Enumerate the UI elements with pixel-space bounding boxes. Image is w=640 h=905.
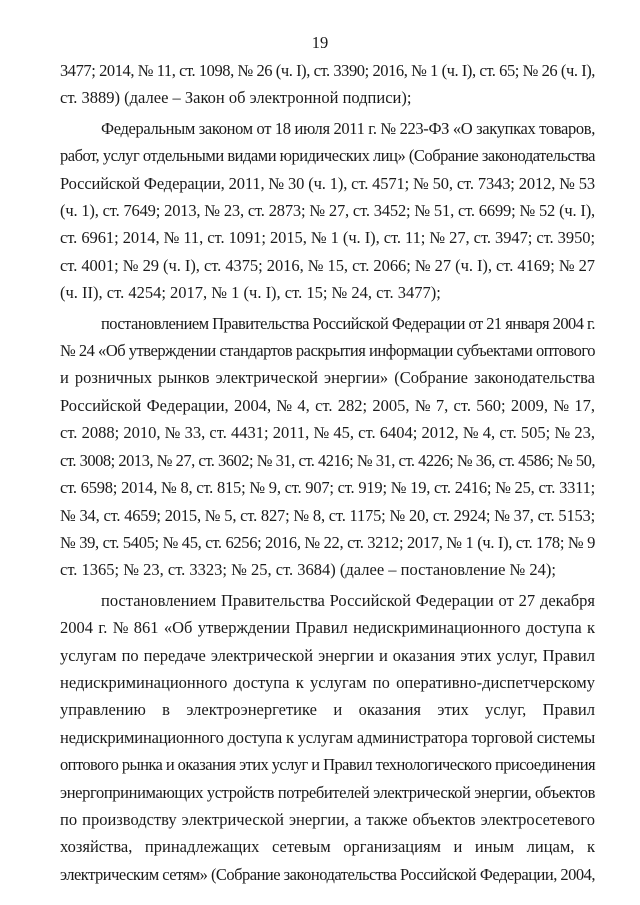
text-line: 2004 г. № 861 «Об утверждении Правил недискриминационного доступа к [60,618,595,638]
text-line: (ч. II), ст. 4254; 2017, № 1 (ч. I), ст. 15; № 24, ст. 3477); [60,283,441,303]
paragraph-continuation [60,57,595,112]
text-line: ст. 3008; 2013, № 27, ст. 3602; № 31, ст. 4216; № 31, ст. 4226; № 36, ст. 4586; № 50, [60,450,595,470]
paragraph-federal-law-223 [60,115,595,307]
text-line: 3477; 2014, № 11, ст. 1098, № 26 (ч. I), ст. 3390; 2016, № 1 (ч. I), ст. 65; № 26 (ч. I), [60,61,595,80]
text-line: ст. 3889) (далее – Закон об электронной подписи); [60,88,412,108]
text-line: работ, услуг отдельными видами юридических лиц» (Собрание законодательства [60,146,595,166]
text-line: оптового рынка и оказания этих услуг и Правил технологического присоединения [60,755,595,775]
text-line: электрическим сетям» (Собрание законодательства Российской Федерации, 2004, [60,864,595,884]
paragraph-resolution-861 [60,587,595,888]
page-number: 19 [311,33,329,52]
text-line: ст. 6598; 2014, № 8, ст. 815; № 9, ст. 907; ст. 919; № 19, ст. 2416; № 25, ст. 3311; [60,478,596,498]
paragraph-resolution-24 [60,310,595,584]
text-line: и розничных рынков электрической энергии» (Собрание законодательства [60,368,595,388]
text-line: Федеральным законом от 18 июля 2011 г. № 223-ФЗ «О закупках товаров, [101,118,595,138]
text-line: постановлением Правительства Российской Федерации от 21 января 2004 г. [101,313,595,333]
text-line: по производству электрической энергии, а также объектов электросетевого [60,809,595,829]
text-line: недискриминационного доступа к услугам администратора торговой системы [60,727,595,747]
text-line: управлению в электроэнергетике и оказания этих услуг, Правил [60,700,595,720]
text-line: № 39, ст. 5405; № 45, ст. 6256; 2016, № 22, ст. 3212; 2017, № 1 (ч. I), ст. 178; № 9 [60,532,595,552]
document-body [60,57,595,888]
text-line: ст. 1365; № 23, ст. 3323; № 25, ст. 3684) (далее – постановление № 24); [60,560,556,580]
text-line: энергопринимающих устройств потребителей электрической энергии, объектов [60,782,595,802]
text-line: постановлением Правительства Российской Федерации от 27 декабря [101,590,595,610]
text-line: № 34, ст. 4659; 2015, № 5, ст. 827; № 8, ст. 1175; № 20, ст. 2924; № 37, ст. 5153; [60,505,595,525]
text-line: ст. 2088; 2010, № 33, ст. 4431; 2011, № 45, ст. 6404; 2012, № 4, ст. 505; № 23, [60,423,595,443]
text-line: ст. 4001; № 29 (ч. I), ст. 4375; 2016, № 15, ст. 2066; № 27 (ч. I), ст. 4169; № 27 [60,255,595,275]
text-line: недискриминационного доступа к услугам по оперативно-диспетчерскому [60,672,595,692]
text-line: (ч. 1), ст. 7649; 2013, № 23, ст. 2873; № 27, ст. 3452; № 51, ст. 6699; № 52 (ч. I), [60,201,595,221]
text-line: Российской Федерации, 2004, № 4, ст. 282; 2005, № 7, ст. 560; 2009, № 17, [60,395,595,415]
text-line: ст. 6961; 2014, № 11, ст. 1091; 2015, № 1 (ч. I), ст. 11; № 27, ст. 3947; ст. 3950; [60,228,595,248]
text-line: услугам по передаче электрической энергии и оказания этих услуг, Правил [60,645,595,665]
text-line: Российской Федерации, 2011, № 30 (ч. 1), ст. 4571; № 50, ст. 7343; 2012, № 53 [60,173,595,193]
text-line: № 24 «Об утверждении стандартов раскрытия информации субъектами оптового [60,341,595,361]
text-line: хозяйства, принадлежащих сетевым организациям и иным лицам, к [60,837,595,857]
